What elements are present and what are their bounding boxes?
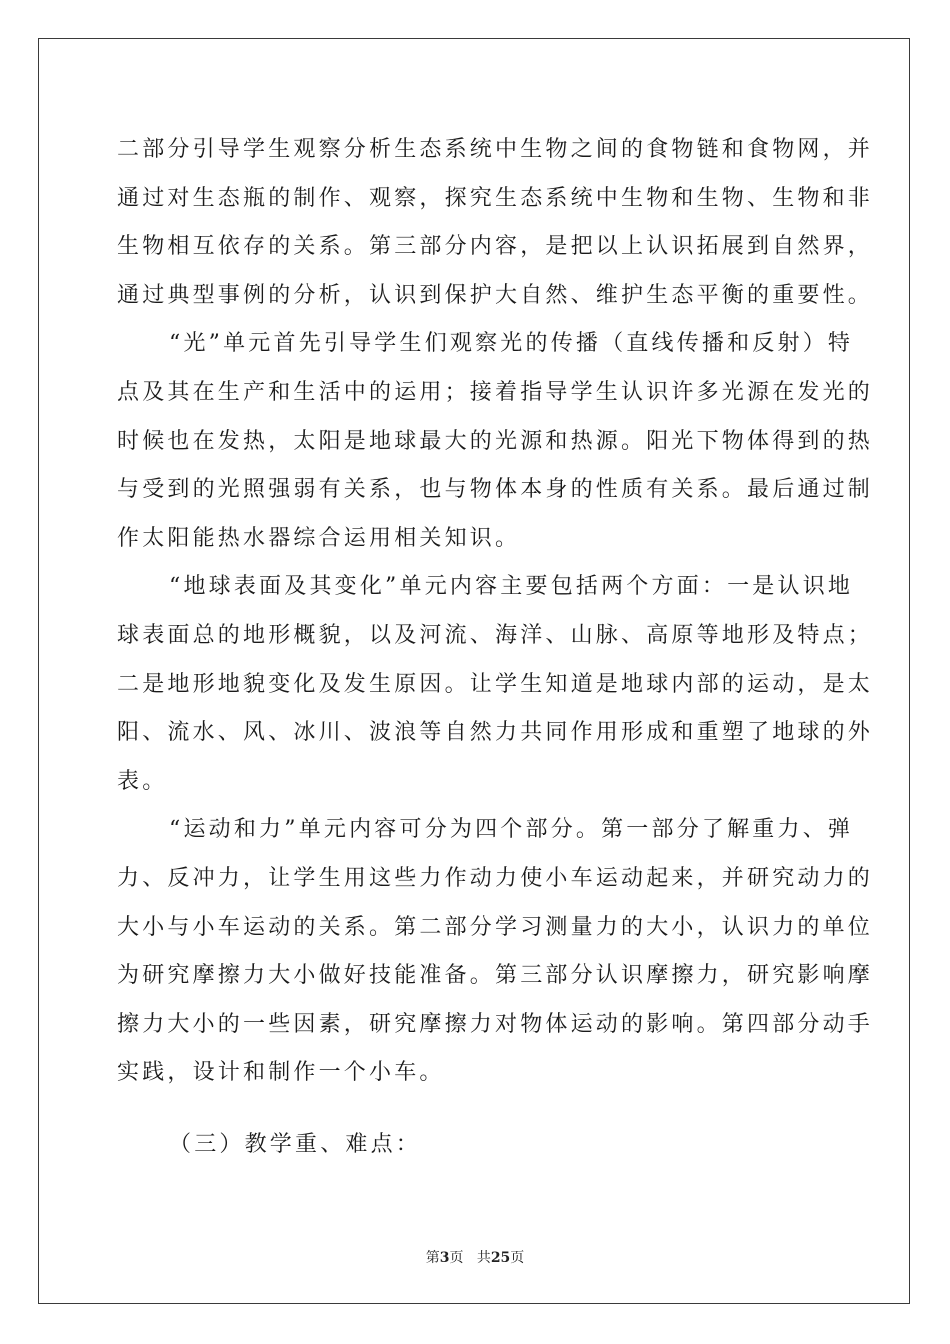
page-footer xyxy=(0,1247,950,1267)
paragraph-first-line: “地球表面及其变化”单元内容主要包括两个方面：一是认识地 xyxy=(169,574,854,600)
text-line: 二部分引导学生观察分析生态系统中生物之间的食物链和食物网，并 xyxy=(117,137,874,162)
text-line: 点及其在生产和生活中的运用；接着指导学生认识许多光源在发光的 xyxy=(117,379,874,405)
text-line: 作太阳能热水器综合运用相关知识。 xyxy=(117,525,521,551)
footer-total-suffix: 页 xyxy=(510,1250,525,1266)
section-heading: （三）教学重、难点： xyxy=(169,1132,422,1157)
footer-prefix: 第 xyxy=(425,1250,440,1266)
text-line: 通过对生态瓶的制作、观察，探究生态系统中生物和生物、生物和非 xyxy=(117,185,874,211)
paragraph-first-line: “运动和力”单元内容可分为四个部分。第一部分了解重力、弹 xyxy=(169,817,854,843)
text-line: 实践，设计和制作一个小车。 xyxy=(117,1060,445,1086)
text-line: 球表面总的地形概貌，以及河流、海洋、山脉、高原等地形及特点； xyxy=(117,622,874,648)
text-line: 阳、流水、风、冰川、波浪等自然力共同作用形成和重塑了地球的外 xyxy=(117,720,874,746)
text-line: 通过典型事例的分析，认识到保护大自然、维护生态平衡的重要性。 xyxy=(117,282,874,308)
text-line: 大小与小车运动的关系。第二部分学习测量力的大小，认识力的单位 xyxy=(117,914,874,940)
text-line: 为研究摩擦力大小做好技能准备。第三部分认识摩擦力，研究影响摩 xyxy=(117,963,874,989)
footer-page-suffix: 页 xyxy=(449,1250,464,1266)
text-line: 时候也在发热，太阳是地球最大的光源和热源。阳光下物体得到的热 xyxy=(117,428,874,454)
total-page-count: 25 xyxy=(490,1250,511,1266)
text-line: 表。 xyxy=(117,768,168,794)
paragraph-first-line: “光”单元首先引导学生们观察光的传播（直线传播和反射）特 xyxy=(169,331,854,357)
text-line: 力、反冲力，让学生用这些力作动力使小车运动起来，并研究动力的 xyxy=(117,865,874,891)
text-line: 二是地形地貌变化及发生原因。让学生知道是地球内部的运动，是太 xyxy=(117,671,874,697)
text-line: 擦力大小的一些因素，研究摩擦力对物体运动的影响。第四部分动手 xyxy=(117,1011,874,1037)
footer-total-prefix: 共 xyxy=(476,1250,491,1266)
text-line: 生物相互依存的关系。第三部分内容，是把以上认识拓展到自然界， xyxy=(117,234,874,260)
document-body xyxy=(117,126,874,1098)
current-page-number: 3 xyxy=(439,1250,450,1266)
text-line: 与受到的光照强弱有关系，也与物体本身的性质有关系。最后通过制 xyxy=(117,477,874,503)
